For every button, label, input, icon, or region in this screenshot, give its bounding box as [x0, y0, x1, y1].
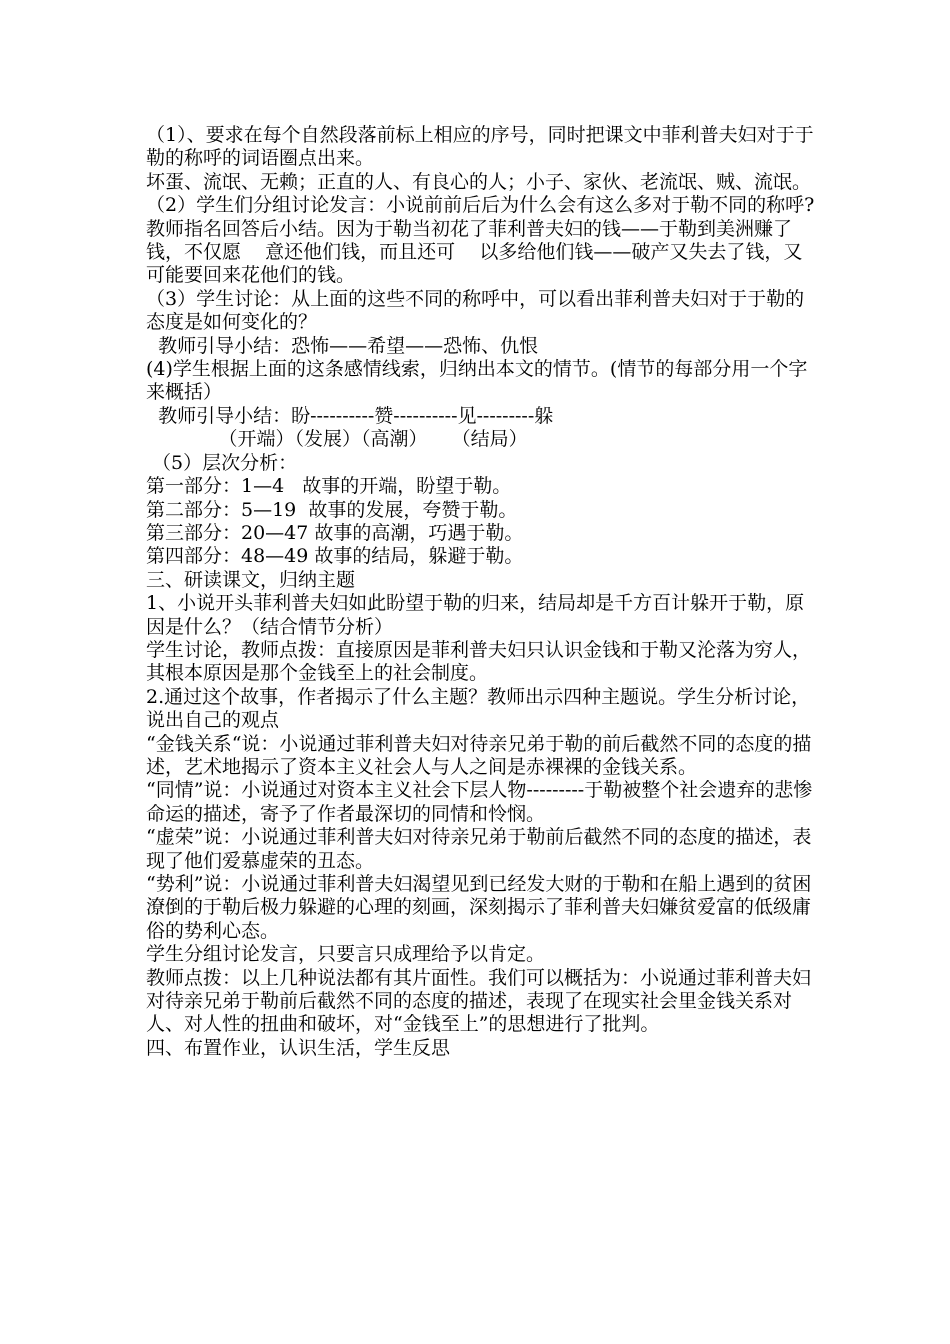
- section-heading-3: 三、研读课文，归纳主题: [146, 568, 356, 591]
- paragraph-theme-sympathy: “同情”说：小说通过对资本主义社会下层人物---------于勒被整个社会遗弃的悲惨命运的描述，寄予了作者最深切的同情和怜悯。: [146, 779, 813, 825]
- paragraph-teacher-conclusion: 教师点拨：以上几种说法都有其片面性。我们可以概括为：小说通过菲利普夫妇对待亲兄弟于勒前后截然不同的态度的描述，表现了在现实社会里金钱关系对人、对人性的扭曲和破坏，对“金钱至上”的思想进行了批判。: [146, 966, 812, 1036]
- paragraph-task-1: （1）、要求在每个自然段落前标上相应的序号，同时把课文中菲利普夫妇对于于勒的称呼的词语圈点出来。: [146, 124, 814, 170]
- paragraph-task-3: （3）学生讨论：从上面的这些不同的称呼中，可以看出菲利普夫妇对于于勒的态度是如何变化的？: [146, 287, 805, 334]
- paragraph-teacher-summary-1: 教师指名回答后小结。因为于勒当初花了菲利普夫妇的钱——于勒到美洲赚了钱，不仅愿 意还他们钱，而且还可 以多给他们钱——破产又失去了钱，又可能要回来花他们的钱。: [146, 217, 803, 287]
- paragraph-part-2: 第二部分：5—19 故事的发展，夸赞于勒。: [146, 498, 518, 521]
- paragraph-plot-stages: （开端）（发展）（高潮） （结局）: [146, 428, 528, 451]
- paragraph-question-1: 1、小说开头菲利普夫妇如此盼望于勒的归来，结局却是千方百计躲开于勒，原因是什么？（结合情节分析）: [146, 592, 805, 638]
- paragraph-part-3: 第三部分：20—47 故事的高潮，巧遇于勒。: [146, 521, 524, 544]
- paragraph-teacher-summary-2: 教师引导小结：恐怖——希望——恐怖、仇恨: [146, 334, 539, 357]
- paragraph-task-5: （5）层次分析：: [146, 451, 298, 474]
- paragraph-discussion: 学生分组讨论发言，只要言只成理给予以肯定。: [146, 943, 546, 966]
- paragraph-task-2: （2）学生们分组讨论发言：小说前前后后为什么会有这么多对于勒不同的称呼?: [146, 194, 815, 217]
- paragraph-theme-money: “金钱关系“说：小说通过菲利普夫妇对待亲兄弟于勒的前后截然不同的态度的描述，艺术地揭示了资本主义社会人与人之间是赤裸裸的金钱关系。: [146, 732, 812, 778]
- paragraph-plot-keywords: 教师引导小结：盼----------赞----------见---------躲: [146, 404, 554, 427]
- paragraph-names-list: 坏蛋、流氓、无赖；正直的人、有良心的人；小子、家伙、老流氓、贼、流氓。: [146, 170, 812, 193]
- paragraph-part-1: 第一部分：1—4 故事的开端，盼望于勒。: [146, 475, 512, 498]
- document-body: [146, 124, 816, 1060]
- paragraph-part-4: 第四部分：48—49 故事的结局，躲避于勒。: [146, 545, 524, 568]
- paragraph-answer-1: 学生讨论，教师点拨：直接原因是菲利普夫妇只认识金钱和于勒又沦落为穷人，其根本原因是那个金钱至上的社会制度。: [146, 638, 812, 685]
- section-heading-4: 四、布置作业，认识生活，学生反思: [146, 1036, 451, 1059]
- paragraph-theme-snobbery: “势利”说：小说通过菲利普夫妇渴望见到已经发大财的于勒和在船上遇到的贫困潦倒的于勒后极力躲避的心理的刻画，深刻揭示了菲利普夫妇嫌贫爱富的低级庸俗的势利心态。: [146, 873, 812, 942]
- paragraph-question-2: 2.通过这个故事，作者揭示了什么主题？教师出示四种主题说。学生分析讨论，说出自己的观点: [146, 685, 811, 732]
- paragraph-task-4: (4)学生根据上面的这条感情线索，归纳出本文的情节。(情节的每部分用一个字来概括）: [146, 358, 808, 404]
- paragraph-theme-vanity: “虚荣”说：小说通过菲利普夫妇对待亲兄弟于勒前后截然不同的态度的描述，表现了他们爱慕虚荣的丑态。: [146, 826, 812, 872]
